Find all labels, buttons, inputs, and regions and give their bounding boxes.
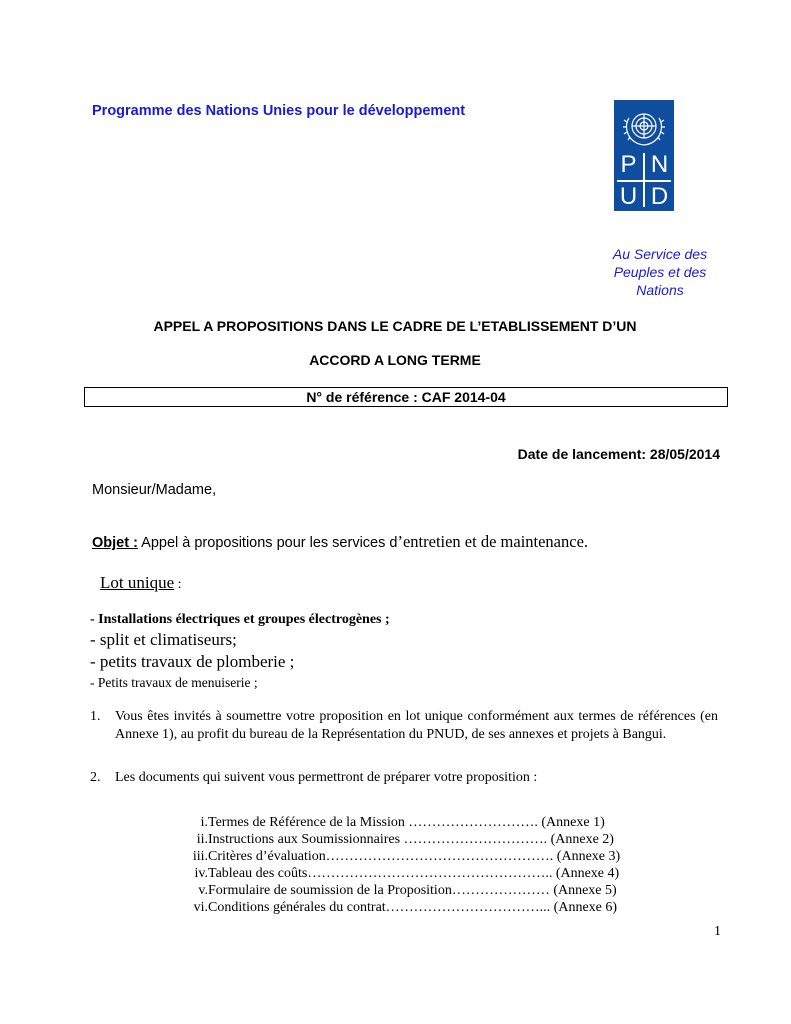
tagline-line: Peuples et des bbox=[613, 264, 707, 280]
document-title-line-1: APPEL A PROPOSITIONS DANS LE CADRE DE L’ETABLISSEMENT D’UN bbox=[153, 318, 637, 334]
paragraph-number: 1. bbox=[90, 709, 101, 724]
numbered-paragraph bbox=[90, 708, 720, 764]
numbered-paragraph bbox=[90, 769, 720, 789]
page-number: 1 bbox=[714, 924, 721, 939]
launch-date: Date de lancement: 28/05/2014 bbox=[517, 446, 720, 462]
lot-label: Lot unique bbox=[100, 573, 175, 592]
paragraph-number: 2. bbox=[90, 770, 101, 785]
subject-label: Objet : bbox=[92, 535, 138, 551]
service-item: - Installations électriques et groupes électrogènes ; bbox=[90, 612, 390, 627]
tagline bbox=[582, 245, 738, 299]
annex-text: Conditions générales du contrat……………………………... (Annexe 6) bbox=[208, 900, 618, 915]
annex-text: Tableau des coûts…………………………………………….. (Annexe 4) bbox=[208, 866, 620, 881]
lot-heading bbox=[100, 573, 182, 593]
subject-line bbox=[92, 532, 588, 552]
reference-number: N° de référence : CAF 2014-04 bbox=[306, 389, 506, 405]
subject-text: Appel à propositions pour les services d bbox=[137, 535, 398, 551]
annex-number: iv. bbox=[194, 866, 208, 881]
logo-letter: P bbox=[620, 151, 637, 178]
logo-divider bbox=[617, 180, 671, 182]
service-item: - Petits travaux de menuiserie ; bbox=[90, 675, 258, 690]
logo-letter: N bbox=[650, 151, 669, 178]
annex-item bbox=[160, 866, 680, 884]
service-item: - split et climatiseurs; bbox=[90, 630, 237, 649]
annex-item bbox=[160, 815, 680, 833]
annex-text: Formulaire de soumission de la Proposition………………… (Annexe 5) bbox=[208, 883, 617, 898]
annex-text: Termes de Référence de la Mission ………………………. (Annexe 1) bbox=[208, 815, 605, 830]
undp-logo bbox=[614, 100, 674, 211]
annex-item bbox=[160, 900, 680, 918]
reference-box bbox=[84, 387, 728, 407]
annex-item bbox=[160, 832, 680, 850]
annex-number: vi. bbox=[193, 900, 208, 915]
logo-letter: U bbox=[619, 183, 638, 210]
document-title-line-2: ACCORD A LONG TERME bbox=[309, 352, 481, 368]
tagline-line: Nations bbox=[636, 282, 684, 298]
lot-colon: : bbox=[174, 577, 182, 592]
greeting: Monsieur/Madame, bbox=[92, 482, 217, 498]
un-emblem-icon bbox=[618, 104, 670, 150]
annex-text: Critères d’évaluation…………………………………………. (Annexe 3) bbox=[208, 849, 621, 864]
annex-number: ii. bbox=[196, 832, 208, 847]
annex-text: Instructions aux Soumissionnaires …………………………. (Annexe 2) bbox=[208, 832, 614, 847]
service-item: - petits travaux de plomberie ; bbox=[90, 652, 295, 671]
logo-letter-grid bbox=[614, 150, 674, 211]
paragraph-text: Les documents qui suivent vous permettront de préparer votre proposition : bbox=[115, 770, 538, 785]
organization-name: Programme des Nations Unies pour le développement bbox=[92, 103, 466, 119]
paragraph-text: Vous êtes invités à soumettre votre proposition en lot unique conformément aux termes de références (en Annexe 1), au profit du bureau de la Représentation du PNUD, de ses annexes et projets à Bangui. bbox=[115, 709, 718, 742]
annex-number: v. bbox=[198, 883, 208, 898]
annex-item bbox=[160, 849, 680, 867]
annex-item bbox=[160, 883, 680, 901]
logo-letter: D bbox=[650, 183, 669, 210]
tagline-line: Au Service des bbox=[612, 246, 708, 262]
subject-text: ’entretien et de maintenance. bbox=[397, 532, 589, 551]
annex-number: i. bbox=[200, 815, 208, 830]
annex-number: iii. bbox=[192, 849, 208, 864]
